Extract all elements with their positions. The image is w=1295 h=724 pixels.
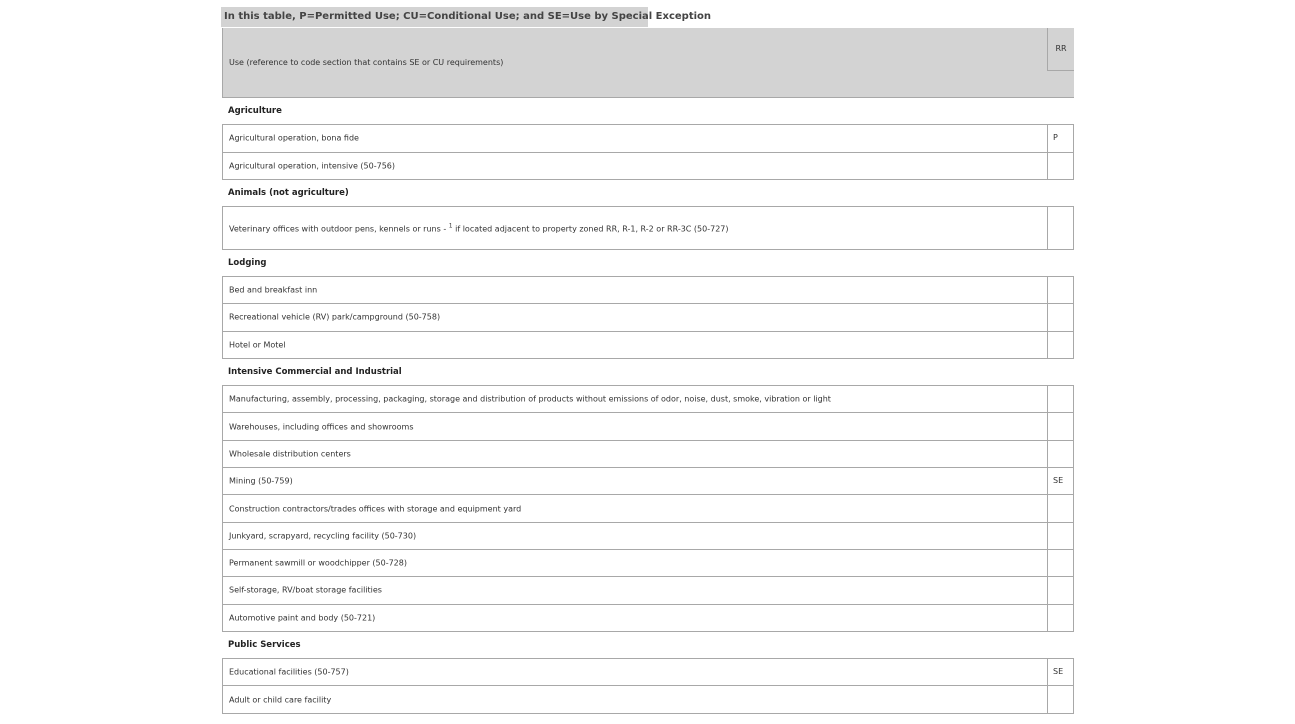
rr-cell	[1047, 332, 1074, 358]
table-row	[222, 550, 1074, 577]
table-row	[222, 495, 1074, 522]
row-label	[229, 223, 729, 234]
category-row-public-services	[222, 632, 1074, 659]
table-row	[222, 413, 1074, 440]
row-label: Educational facilities (50-757)	[229, 667, 349, 677]
table-row	[222, 468, 1074, 495]
table-row	[222, 386, 1074, 413]
row-label: Agricultural operation, bona fide	[229, 133, 359, 143]
table-row	[222, 577, 1074, 604]
row-label: Adult or child care facility	[229, 695, 332, 705]
table-header-row	[222, 28, 1074, 98]
row-label-part: Veterinary offices with outdoor pens, kennels or runs -	[229, 224, 449, 234]
row-label: Agricultural operation, intensive (50-756)	[229, 161, 396, 171]
table-row	[222, 207, 1074, 250]
row-label: Recreational vehicle (RV) park/campground (50-758)	[229, 312, 441, 322]
category-row-lodging	[222, 250, 1074, 277]
row-label: Manufacturing, assembly, processing, packaging, storage and distribution of products without emissions of odor, noise, dust, smoke, vibration or light	[229, 394, 831, 404]
table-row	[222, 441, 1074, 468]
table-row	[222, 304, 1074, 331]
rr-cell: SE	[1047, 659, 1074, 685]
rr-cell	[1047, 686, 1074, 712]
row-label: Automotive paint and body (50-721)	[229, 613, 376, 623]
row-label: Mining (50-759)	[229, 476, 293, 486]
rr-cell	[1047, 277, 1074, 303]
table-row	[222, 686, 1074, 713]
row-label: Intensive Commercial and Industrial	[228, 367, 402, 378]
row-label-part: if located adjacent to property zoned RR, R-1, R-2 or RR-3C (50-727)	[452, 224, 729, 234]
category-row-intensive-commercial	[222, 359, 1074, 386]
row-label: Animals (not agriculture)	[228, 188, 349, 199]
table-caption: In this table, P=Permitted Use; CU=Conditional Use; and SE=Use by Special Exception	[221, 7, 648, 27]
table-row	[222, 332, 1074, 359]
row-label: Permanent sawmill or woodchipper (50-728)	[229, 558, 407, 568]
rr-cell	[1047, 153, 1074, 179]
table-row	[222, 125, 1074, 152]
rr-cell	[1047, 577, 1074, 603]
row-label: Construction contractors/trades offices with storage and equipment yard	[229, 504, 522, 513]
rr-cell	[1047, 605, 1074, 631]
table-row	[222, 153, 1074, 180]
table-row	[222, 605, 1074, 632]
category-row-agriculture	[222, 98, 1074, 125]
row-label: Bed and breakfast inn	[229, 285, 318, 295]
rr-cell	[1047, 495, 1074, 521]
rr-cell	[1047, 523, 1074, 549]
table-row	[222, 277, 1074, 304]
rr-cell	[1047, 386, 1074, 412]
row-label: Warehouses, including offices and showrooms	[229, 422, 414, 432]
row-label: Hotel or Motel	[229, 340, 286, 350]
row-label: Self-storage, RV/boat storage facilities	[229, 585, 382, 595]
table-row	[222, 659, 1074, 686]
rr-cell: SE	[1047, 468, 1074, 494]
rr-cell	[1047, 207, 1074, 249]
footnote-marker: 1	[448, 222, 453, 230]
row-label: Agriculture	[228, 106, 282, 117]
row-label: Wholesale distribution centers	[229, 449, 351, 459]
rr-cell	[1047, 441, 1074, 467]
use-table	[222, 28, 1074, 714]
row-label: Lodging	[228, 257, 267, 268]
row-label: Public Services	[228, 639, 301, 650]
rr-cell	[1047, 304, 1074, 330]
header-rr-column: RR	[1047, 28, 1074, 71]
rr-cell	[1047, 413, 1074, 439]
table-row	[222, 523, 1074, 550]
row-label: Junkyard, scrapyard, recycling facility (50-730)	[229, 531, 417, 541]
rr-cell	[1047, 550, 1074, 576]
rr-cell: P	[1047, 125, 1074, 151]
header-use-column: Use (reference to code section that contains SE or CU requirements)	[229, 58, 504, 67]
category-row-animals	[222, 180, 1074, 207]
